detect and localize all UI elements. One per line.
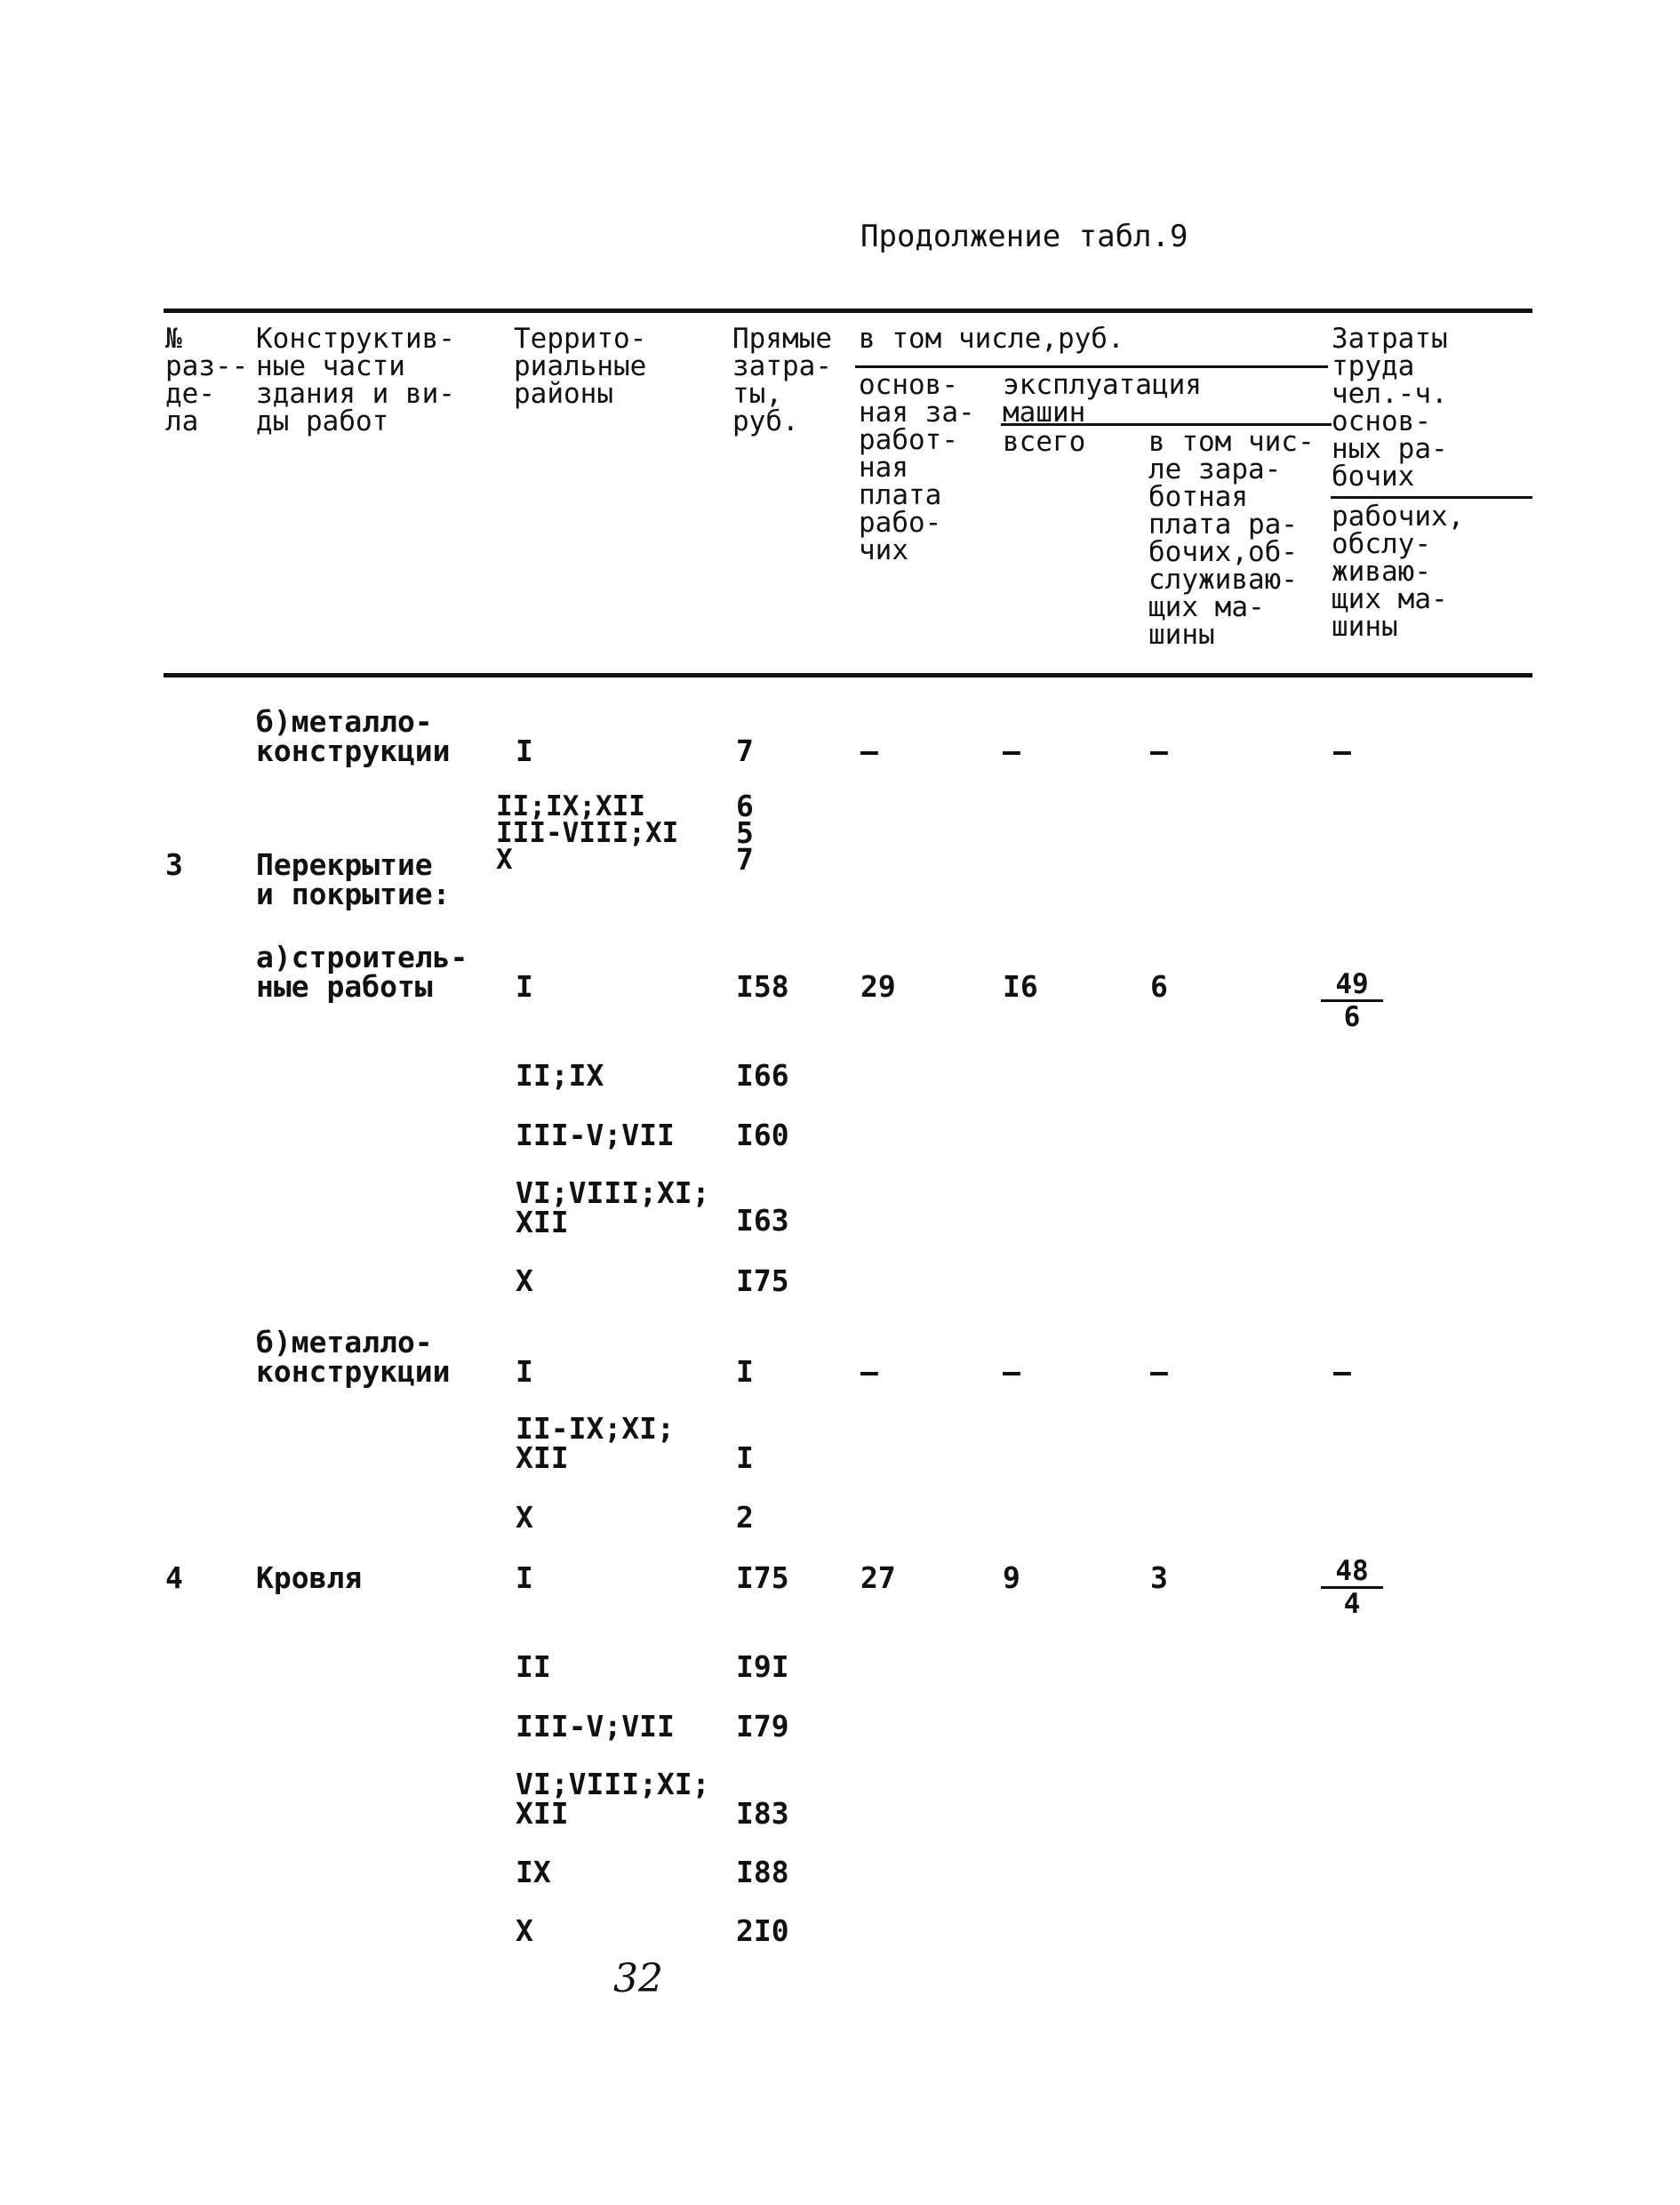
section-4-num: 4 (165, 1560, 183, 1595)
row5-direct: I60 (736, 1118, 789, 1152)
row16-direct: 2I0 (736, 1913, 789, 1948)
row4-direct: I66 (736, 1058, 789, 1093)
row13-direct: I79 (736, 1709, 789, 1744)
header-direct: Прямые затра- ты, руб. (732, 323, 832, 437)
header-exploit: эксплуатация машин (1003, 369, 1202, 429)
header-total: всего (1003, 426, 1086, 458)
row7-region: X (516, 1263, 533, 1298)
row4-region: II;IX (516, 1058, 604, 1093)
row0-part: б)металло- конструкции (256, 704, 451, 768)
row3-region: I (516, 969, 533, 1004)
row3-part: а)строитель- ные работы (256, 940, 468, 1004)
row0-labor: – (1333, 734, 1351, 768)
header-wage: основ- ная за- работ- ная плата рабо- чих (859, 369, 975, 566)
header-num: № раз-- де- ла (165, 323, 249, 437)
row11-incl-wage: 3 (1150, 1560, 1168, 1595)
row0-direct: 7 (736, 734, 754, 768)
row15-region: IX (516, 1855, 551, 1889)
row8-labor: – (1333, 1354, 1351, 1389)
header-incl-wage: в том чис- ле зара- ботная плата ра- бочих,об- служиваю- щих ма- шины (1148, 426, 1315, 651)
row3-total: I6 (1003, 969, 1038, 1004)
header-labor: Затраты труда чел.-ч. основ- ных ра- бочих (1332, 323, 1448, 493)
row16-region: X (516, 1913, 533, 1948)
row14-direct: I83 (736, 1796, 789, 1831)
row15-direct: I88 (736, 1855, 789, 1889)
row11-wage: 27 (860, 1560, 896, 1595)
row7-direct: I75 (736, 1263, 789, 1298)
row12-direct: I9I (736, 1649, 789, 1684)
row1-region: II;IX;XII III-VIII;XI X (496, 790, 679, 876)
row11-labor-fraction (1321, 1555, 1383, 1620)
row9-region: II-IX;XI; XII (516, 1411, 675, 1475)
row8-wage: – (860, 1354, 878, 1389)
row1-direct: 6 5 7 (736, 789, 754, 877)
row8-part: б)металло- конструкции (256, 1325, 451, 1389)
row11-region: I (516, 1560, 533, 1595)
row11-direct: I75 (736, 1560, 789, 1595)
rule-under-incl (855, 365, 1328, 368)
section-4-title: Кровля (256, 1560, 363, 1595)
rule-under-labor (1331, 496, 1532, 499)
row10-region: X (516, 1500, 533, 1535)
row12-region: II (516, 1649, 551, 1684)
row3-wage: 29 (860, 969, 896, 1004)
page-number: 32 (613, 1956, 663, 2001)
row3-labor-bottom: 6 (1343, 1001, 1361, 1033)
row11-labor-top: 48 (1335, 1555, 1369, 1587)
row9-direct: I (736, 1440, 754, 1475)
rule-top (164, 309, 1532, 313)
row3-labor-top: 49 (1335, 968, 1369, 1000)
section-3-num: 3 (165, 847, 183, 882)
row8-total: – (1003, 1354, 1020, 1389)
section-3-title: Перекрытие и покрытие: (256, 847, 451, 911)
row6-region: VI;VIII;XI; XII (516, 1175, 710, 1239)
row0-incl-wage: – (1150, 734, 1168, 768)
row14-region: VI;VIII;XI; XII (516, 1767, 710, 1831)
row5-region: III-V;VII (516, 1118, 675, 1152)
header-part: Конструктив- ные части здания и ви- ды работ (256, 323, 455, 437)
header-region: Террито- риальные районы (514, 323, 647, 410)
row13-region: III-V;VII (516, 1709, 675, 1744)
row3-incl-wage: 6 (1150, 969, 1168, 1004)
row0-total: – (1003, 734, 1020, 768)
row11-total: 9 (1003, 1560, 1020, 1595)
row8-direct: I (736, 1354, 754, 1389)
row0-wage: – (860, 734, 878, 768)
row8-incl-wage: – (1150, 1354, 1168, 1389)
row11-labor-bottom: 4 (1343, 1588, 1361, 1620)
row6-direct: I63 (736, 1203, 789, 1238)
header-labor-machines: рабочих, обслу- живаю- щих ма- шины (1332, 501, 1465, 643)
row10-direct: 2 (736, 1500, 754, 1535)
row3-labor-fraction (1321, 968, 1383, 1033)
row3-direct: I58 (736, 969, 789, 1004)
row8-region: I (516, 1354, 533, 1389)
caption: Продолжение табл.9 (860, 219, 1188, 254)
row0-region: I (516, 734, 533, 768)
header-incl: в том числе,руб. (859, 323, 1124, 355)
rule-header-bottom (164, 673, 1532, 678)
